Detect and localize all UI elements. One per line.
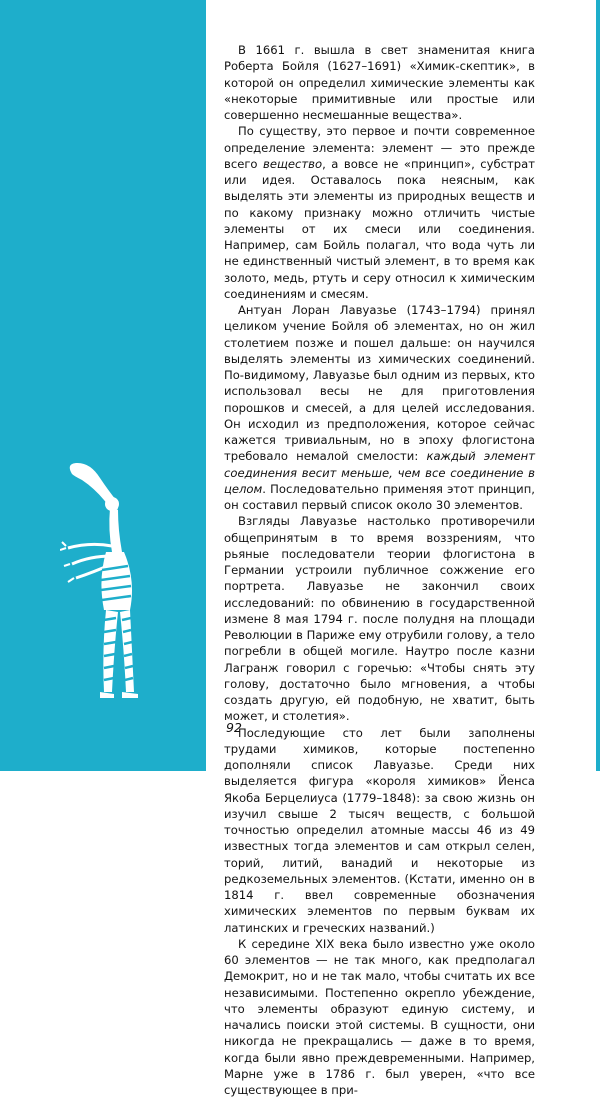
side-panel bbox=[0, 0, 206, 771]
figure-illustration bbox=[60, 460, 180, 710]
paragraph: Последующие сто лет были заполнены трудами химиков, которые постепенно дополняли список Лавуазье. Среди них выделяется фигура «короля химиков» Йенса Якоба Берцелиуса (1779–1848): за свою жизнь он изучил свыше 2 тысяч веществ, с большой точностью определил атомные массы 46 из 49 известных тогда элементов и сам открыл селен, торий, литий, ванадий и некоторые из редкоземельных элементов. (Кстати, именно он в 1814 г. ввел современные обозначения химических элементов по первым буквам их латинских и греческих названий.) bbox=[224, 725, 535, 935]
paragraph: По существу, это первое и почти современное определение элемента: элемент — это прежде всего вещество, а вовсе не «принцип», субстрат или идея. Оставалось пока неясным, как выделять эти элементы из природных веществ и по какому признаку можно отличить чистые элементы от их смеси или соединения. Например, сам Бойль полагал, что вода чуть ли не единственный чистый элемент, в то время как золото, медь, ртуть и серу относил к химическим соединениям и смесям. bbox=[224, 124, 536, 301]
paragraph: Взгляды Лавуазье настолько противоречили общепринятым в то время воззрениям, что рьяные последователи теории флогистона в Германии устроили публичное сожжение его портрета. Лавуазье не закончил своих исследований: по обвинению в государственной измене 8 мая 1794 г. после полудня на площади Революции в Париже ему отрубили голову, а тело погребли в общей могиле. Наутро после казни Лагранж говорил с горечью: «Чтобы снять эту голову, достаточно было мгновения, а чтобы создать другую, ей подобную, не хватит, быть может, и столетия». bbox=[224, 514, 535, 724]
paragraph: К середине XIX века было известно уже около 60 элементов — не так много, как предполагал Демокрит, но и не так мало, чтобы считать их все независимыми. Постепенно окрепло убеждение, что элементы образуют единую систему, и начались поиски этой системы. В сущности, они никогда не прекращались — даже в то время, когда были явно преждевременными. Например, Марне уже в 1786 г. был уверен, «что все существующее в при- bbox=[224, 936, 535, 1097]
article-text bbox=[224, 42, 535, 1098]
paragraph: Антуан Лоран Лавуазье (1743–1794) принял целиком учение Бойля об элементах, но он жил столетием позже и пошел дальше: он научился выделять элементы из химических соединений. По-видимому, Лавуазье был одним из первых, кто использовал весы не для приготовления порошков и смесей, а для целей исследования. Он исходил из предположения, которое сейчас кажется тривиальным, но в эпоху флогистона требовало немалой смелости: каждый элемент соединения весит меньше, чем все соединение в целом. Последовательно применяя этот принцип, он составил первый список около 30 элементов. bbox=[224, 303, 536, 512]
paragraph: В 1661 г. вышла в свет знаменитая книга Роберта Бойля (1627–1691) «Химик-скептик», в которой он определил химические элементы как «некоторые примитивные или простые или совершенно несмешанные вещества». bbox=[224, 43, 535, 122]
page-number: 92 bbox=[226, 720, 242, 735]
page-edge-bar bbox=[596, 0, 600, 771]
